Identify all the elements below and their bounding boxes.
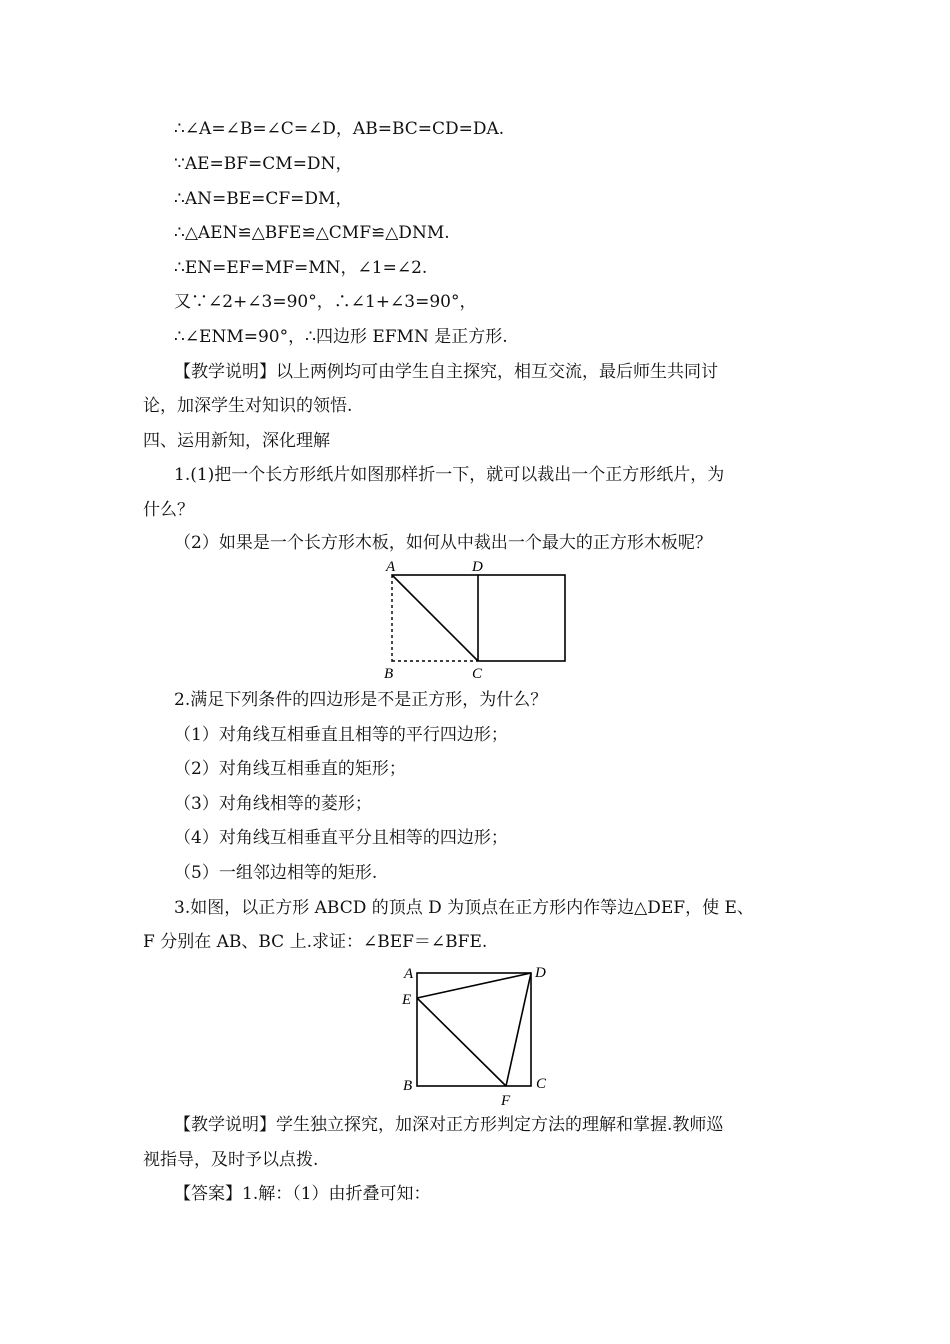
square-abcd — [417, 973, 531, 1086]
side-de — [417, 973, 531, 998]
label-b: B — [403, 1078, 413, 1094]
label-b: B — [384, 666, 394, 682]
figure-square-triangle — [398, 960, 568, 1110]
question-1: 1.(1)把一个长方形纸片如图那样折一下，就可以裁出一个正方形纸片，为 — [174, 465, 725, 485]
text-line: ∴∠A=∠B=∠C=∠D，AB=BC=CD=DA. — [174, 119, 505, 139]
label-a: A — [404, 966, 414, 982]
label-a: A — [386, 559, 396, 575]
label-c: C — [536, 1076, 547, 1092]
teaching-note: 【教学说明】学生独立探究，加深对正方形判定方法的理解和掌握.教师巡 — [174, 1115, 724, 1135]
label-d: D — [535, 965, 546, 981]
question-2: 2.满足下列条件的四边形是不是正方形，为什么？ — [174, 690, 548, 710]
fold-line-ac — [392, 575, 478, 661]
figure-fold-rectangle — [378, 556, 618, 686]
question-3: 3.如图，以正方形 ABCD 的顶点 D 为顶点在正方形内作等边△DEF，使 E、 — [174, 898, 754, 918]
teaching-note: 论，加深学生对知识的领悟. — [143, 396, 353, 416]
question-2-4: （4）对角线互相垂直平分且相等的四边形； — [174, 828, 508, 848]
label-d: D — [472, 559, 483, 575]
side-ef — [417, 998, 506, 1086]
text-line: ∵AE=BF=CM=DN， — [174, 154, 353, 174]
question-2-1: （1）对角线互相垂直且相等的平行四边形； — [174, 725, 508, 745]
question-1: 什么？ — [143, 500, 194, 520]
section-heading: 四、运用新知，深化理解 — [143, 431, 330, 451]
teaching-note: 【教学说明】以上两例均可由学生自主探究，相互交流，最后师生共同讨 — [174, 362, 718, 382]
question-2-5: （5）一组邻边相等的矩形. — [174, 863, 378, 883]
teaching-note: 视指导，及时予以点拨. — [143, 1150, 319, 1170]
text-line: ∴EN=EF=MF=MN，∠1=∠2. — [174, 258, 428, 278]
question-1-2: （2）如果是一个长方形木板，如何从中裁出一个最大的正方形木板呢？ — [174, 533, 712, 553]
text-line: 又∵∠2+∠3=90°，∴∠1+∠3=90°， — [174, 292, 477, 312]
answer-heading: 【答案】1.解：（1）由折叠可知： — [174, 1184, 431, 1204]
side-fd — [506, 973, 531, 1086]
text-line: ∴AN=BE=CF=DM， — [174, 189, 353, 209]
question-2-3: （3）对角线相等的菱形； — [174, 794, 372, 814]
label-e: E — [402, 992, 412, 1008]
text-line: ∴∠ENM=90°，∴四边形 EFMN 是正方形. — [174, 327, 508, 347]
text-line: ∴△AEN≌△BFE≌△CMF≌△DNM. — [174, 223, 450, 243]
label-f: F — [501, 1093, 511, 1109]
question-2-2: （2）对角线互相垂直的矩形； — [174, 759, 406, 779]
question-3: F 分别在 AB、BC 上.求证：∠BEF＝∠BFE. — [143, 932, 488, 952]
label-c: C — [472, 666, 483, 682]
